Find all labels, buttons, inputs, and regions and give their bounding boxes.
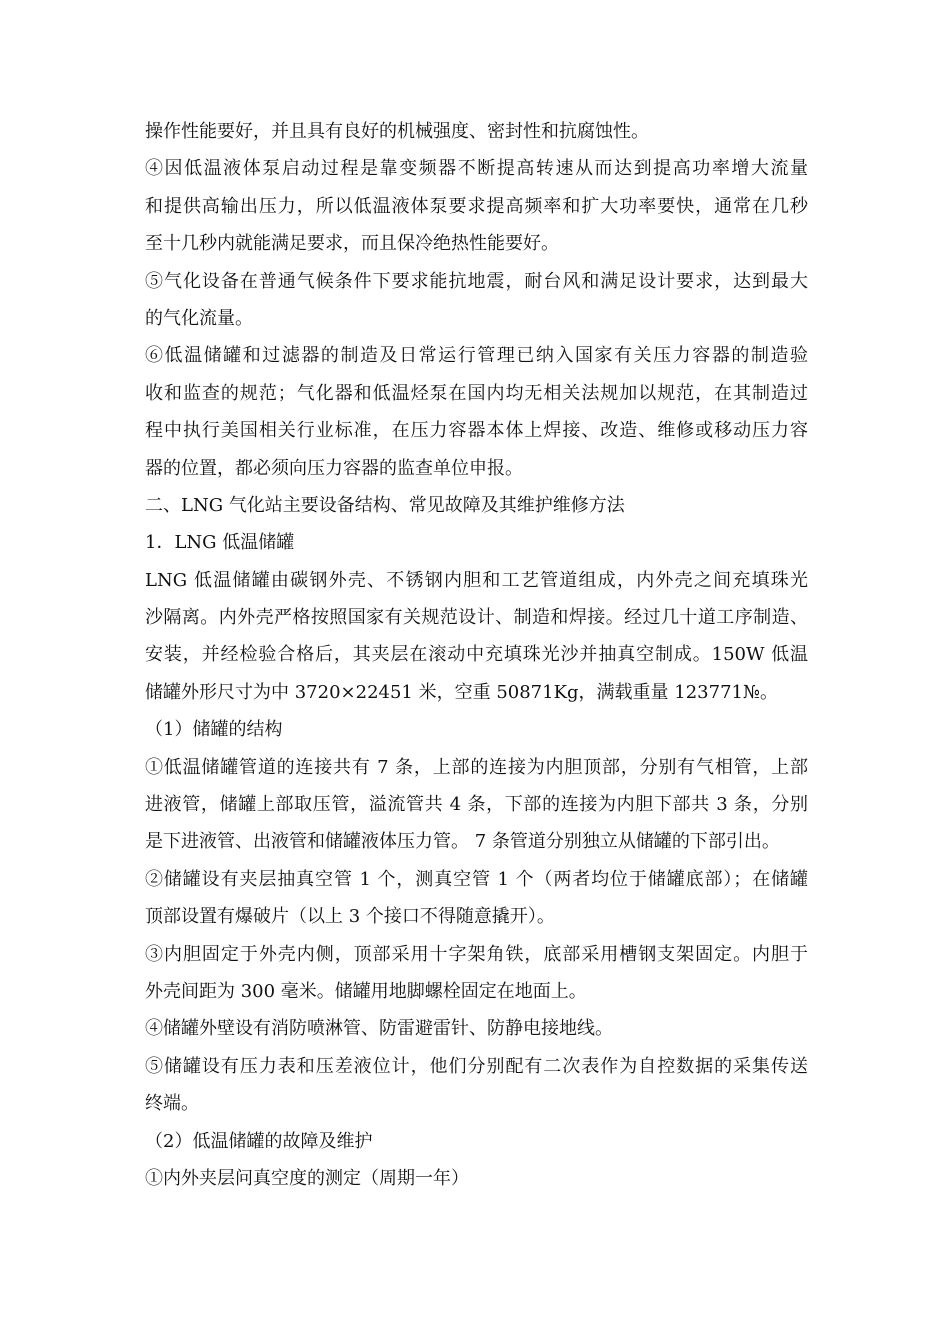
text-line: ③内胆固定于外壳内侧，顶部采用十字架角铁，底部采用槽钢支架固定。内胆于 [145,943,808,965]
text-line: 进液管，储罐上部取压管，溢流管共 4 条，下部的连接为内胆下部共 3 条，分别 [145,794,808,816]
text-line: 顶部设置有爆破片（以上 3 个接口不得随意撬开）。 [145,906,555,928]
text-line: 程中执行美国相关行业标准，在压力容器本体上焊接、改造、维修或移动压力容 [145,420,808,442]
text-line: 和提供高输出压力，所以低温液体泵要求提高频率和扩大功率要快，通常在几秒 [145,195,808,217]
text-line: ⑤储罐设有压力表和压差液位计，他们分别配有二次表作为自控数据的采集传送 [145,1055,808,1077]
text-line: ⑥低温储罐和过滤器的制造及日常运行管理已纳入国家有关压力容器的制造验 [145,345,808,367]
section-heading: 二、LNG 气化站主要设备结构、常见故障及其维护维修方法 [145,494,625,516]
text-line: 外壳间距为 300 毫米。储罐用地脚螺栓固定在地面上。 [145,980,587,1002]
text-line: 储罐外形尺寸为中 3720×22451 米，空重 50871Kg，满载重量 123771№。 [145,681,779,703]
subsection-heading: 1．LNG 低温储罐 [145,532,295,554]
text-line: 收和监查的规范；气化器和低温烃泵在国内均无相关法规加以规范，在其制造过 [145,382,808,404]
text-line: 是下进液管、出液管和储罐液体压力管。 7 条管道分别独立从储罐的下部引出。 [145,831,780,853]
text-line: 的气化流量。 [145,307,253,329]
document-page [145,113,808,1197]
text-line: 至十几秒内就能满足要求，而且保冷绝热性能要好。 [145,233,559,255]
text-line: ①内外夹层问真空度的测定（周期一年） [145,1167,469,1189]
subsection-heading: （1）储罐的结构 [145,719,283,741]
text-line: ⑤气化设备在普通气候条件下要求能抗地震，耐台风和满足设计要求，达到最大 [145,270,808,292]
text-line: 器的位置，都必须向压力容器的监查单位申报。 [145,457,523,479]
text-line: 安装，并经检验合格后，其夹层在滚动中充填珠光沙并抽真空制成。150W 低温 [145,644,808,666]
text-line: 沙隔离。内外壳严格按照国家有关规范设计、制造和焊接。经过几十道工序制造、 [145,607,808,629]
text-line: 终端。 [145,1093,199,1115]
text-line: LNG 低温储罐由碳钢外壳、不锈钢内胆和工艺管道组成，内外壳之间充填珠光 [145,569,808,591]
text-line: ①低温储罐管道的连接共有 7 条，上部的连接为内胆顶部，分别有气相管，上部 [145,756,808,778]
subsection-heading: （2）低温储罐的故障及维护 [145,1130,373,1152]
text-line: ④因低温液体泵启动过程是靠变频器不断提高转速从而达到提高功率增大流量 [145,158,808,180]
text-line: ④储罐外壁设有消防喷淋管、防雷避雷针、防静电接地线。 [145,1018,613,1040]
text-line: 操作性能要好，并且具有良好的机械强度、密封性和抗腐蚀性。 [145,121,649,142]
text-line: ②储罐设有夹层抽真空管 1 个，测真空管 1 个（两者均位于储罐底部）；在储罐 [145,868,808,890]
